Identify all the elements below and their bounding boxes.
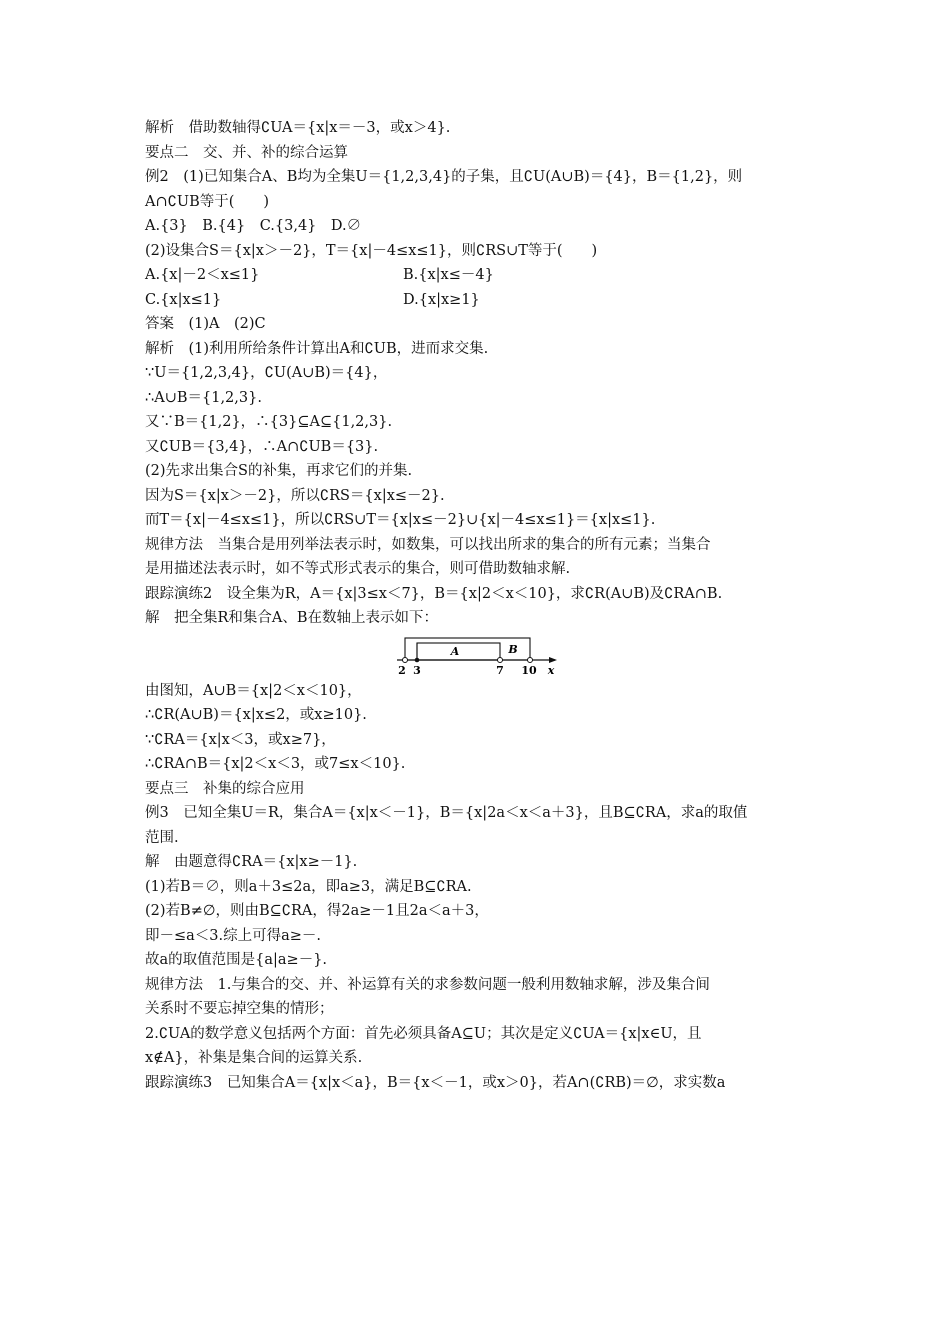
- text-line: 即－≤a＜3.综上可得a≥－.: [145, 927, 322, 944]
- text-line: 解析 (1)利用所给条件计算出A和∁UB，进而求交集.: [145, 340, 489, 357]
- label-set-a: A: [450, 644, 460, 658]
- text-line: (2)若B≠∅，则由B⊆∁RA，得2a≥－1且2a＜a＋3，: [145, 903, 489, 919]
- text-line: 解 由题意得∁RA＝{x|x≥－1}.: [145, 854, 358, 870]
- open-point-2: [403, 657, 408, 662]
- answer-options-row: [145, 288, 810, 313]
- text-line: 由图知，A∪B＝{x|2＜x＜10}，: [145, 682, 362, 699]
- answer-options-row: [145, 263, 810, 288]
- option-b: B.{x|x≤－4}: [403, 267, 494, 283]
- text-line: ∴∁R(A∪B)＝{x|x≤2，或x≥10}.: [145, 707, 367, 723]
- closed-point-3: [415, 657, 420, 662]
- text-line: ∴A∪B＝{1,2,3}.: [145, 389, 262, 406]
- answer-line: 答案 (1)A (2)C: [145, 316, 266, 332]
- option-c: C.{x|x≤1}: [145, 291, 222, 308]
- text-line: (1)若B＝∅，则a＋3≤2a，即a≥3，满足B⊆∁RA.: [145, 878, 472, 895]
- text-line: (2)设集合S＝{x|x＞－2}，T＝{x|－4≤x≤1}，则∁RS∪T等于( ): [145, 242, 598, 259]
- text-line: x∉A}，补集是集合间的运算关系.: [145, 1050, 363, 1066]
- section-heading: 要点二 交、并、补的综合运算: [145, 144, 348, 161]
- text-line: 是用描述法表示时，如不等式形式表示的集合，则可借助数轴求解.: [145, 561, 571, 577]
- text-line: 而T＝{x|－4≤x≤1}，所以∁RS∪T＝{x|x≤－2}∪{x|－4≤x≤1}＝{x|x≤1}.: [145, 512, 656, 528]
- tick-label: 10: [521, 663, 537, 677]
- text-line: ∵∁RA＝{x|x＜3，或x≥7}，: [145, 731, 336, 748]
- text-line: 规律方法 当集合是用列举法表示时，如数集，可以找出所求的集合的所有元素；当集合: [145, 536, 711, 553]
- text-line: 又∵B＝{1,2}，∴{3}⊆A⊆{1,2,3}.: [145, 414, 393, 430]
- tick-label: 3: [413, 663, 421, 677]
- option-d: D.{x|x≥1}: [403, 291, 480, 308]
- tick-label: 2: [398, 663, 406, 677]
- axis-label: x: [547, 663, 555, 677]
- number-line-diagram: [391, 635, 561, 677]
- text-line: 故a的取值范围是{a|a≥－}.: [145, 952, 328, 968]
- axis-arrow-icon: [549, 657, 557, 663]
- text-line: 例3 已知全集U＝R，集合A＝{x|x＜－1}，B＝{x|2a＜x＜a＋3}，且B⊆∁RA，求a的取值: [145, 805, 748, 821]
- open-point-10: [528, 657, 533, 662]
- text-line: 解析 借助数轴得∁UA＝{x|x＝－3，或x＞4}.: [145, 120, 451, 136]
- text-line: ∵U＝{1,2,3,4}，∁U(A∪B)＝{4}，: [145, 365, 388, 381]
- text-line: 又∁UB＝{3,4}，∴A∩∁UB＝{3}.: [145, 438, 379, 455]
- text-line: 范围.: [145, 829, 179, 846]
- answer-options: A.{3} B.{4} C.{3,4} D.∅: [145, 218, 362, 234]
- text-line: A∩∁UB等于( ): [145, 193, 270, 210]
- number-line-figure: [145, 631, 810, 679]
- label-set-b: B: [508, 642, 518, 656]
- text-line: 2.∁UA的数学意义包括两个方面：首先必须具备A⊆U；其次是定义∁UA＝{x|x∈U，且: [145, 1025, 702, 1042]
- text-line: ∴∁RA∩B＝{x|2＜x＜3，或7≤x＜10}.: [145, 756, 406, 772]
- text-line: 跟踪演练3 已知集合A＝{x|x＜a}，B＝{x＜－1，或x＞0}，若A∩(∁RB)＝∅，求实数a: [145, 1074, 726, 1091]
- open-point-7: [498, 657, 503, 662]
- text-line: 规律方法 1.与集合的交、并、补运算有关的求参数问题一般利用数轴求解，涉及集合间: [145, 976, 710, 993]
- tick-label: 7: [496, 663, 504, 677]
- text-line: (2)先求出集合S的补集，再求它们的并集.: [145, 463, 413, 479]
- text-line: 关系时不要忘掉空集的情形；: [145, 1001, 334, 1017]
- document-page: [145, 116, 810, 1095]
- section-heading: 要点三 补集的综合应用: [145, 780, 305, 797]
- text-line: 解 把全集R和集合A、B在数轴上表示如下：: [145, 610, 439, 626]
- text-line: 因为S＝{x|x＞－2}，所以∁RS＝{x|x≤－2}.: [145, 487, 445, 504]
- option-a: A.{x|－2＜x≤1}: [145, 267, 260, 283]
- text-line: 跟踪演练2 设全集为R，A＝{x|3≤x＜7}，B＝{x|2＜x＜10}，求∁R(A∪B)及∁RA∩B.: [145, 585, 723, 602]
- text-line: 例2 (1)已知集合A、B均为全集U＝{1,2,3,4}的子集，且∁U(A∪B)＝{4}，B＝{1,2}，则: [145, 169, 743, 185]
